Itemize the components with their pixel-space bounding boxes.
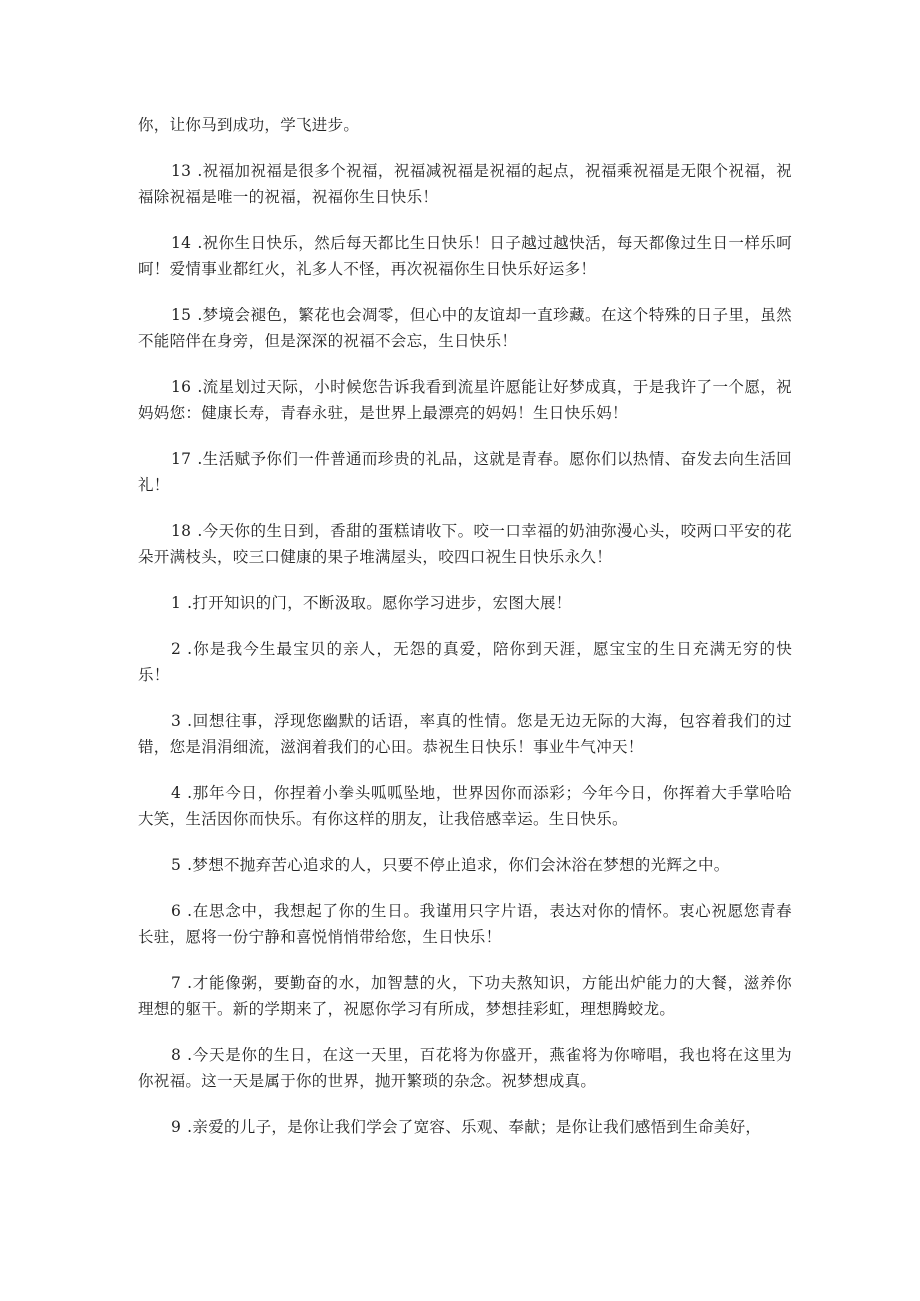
paragraph-number: 7 [171,974,182,992]
numbered-paragraph [138,158,792,210]
paragraph-text: 你，让你马到成功，学飞进步。 [138,116,360,134]
numbered-paragraph [138,708,792,760]
paragraph-number: 8 [171,1046,182,1064]
paragraph-text: .生活赋予你们一件普通而珍贵的礼品，这就是青春。愿你们以热情、奋发去向生活回礼！ [138,450,792,494]
numbered-paragraph [138,1042,792,1094]
numbered-paragraph [138,230,792,282]
paragraph-number: 15 [171,306,192,324]
paragraph-text: .那年今日，你捏着小拳头呱呱坠地，世界因你而添彩；今年今日，你挥着大手掌哈哈大笑，生活因你而快乐。有你这样的朋友，让我倍感幸运。生日快乐。 [138,784,792,828]
paragraph-text: .回想往事，浮现您幽默的话语，率真的性情。您是无边无际的大海，包容着我们的过错，您是涓涓细流，滋润着我们的心田。恭祝生日快乐！事业牛气冲天！ [138,712,792,756]
numbered-paragraph [138,518,792,570]
paragraph-number: 5 [171,856,182,874]
paragraph-number: 4 [171,784,182,802]
paragraph-number: 18 [171,522,192,540]
paragraph-text: .流星划过天际，小时候您告诉我看到流星许愿能让好梦成真，于是我许了一个愿，祝妈妈您：健康长寿，青春永驻，是世界上最漂亮的妈妈！生日快乐妈！ [138,378,792,422]
paragraph-number: 2 [171,640,182,658]
paragraph-number: 14 [171,234,192,252]
numbered-paragraph [138,898,792,950]
numbered-paragraph [138,636,792,688]
paragraph-text: .梦想不抛弃苦心追求的人，只要不停止追求，你们会沐浴在梦想的光辉之中。 [187,856,730,874]
numbered-paragraph [138,446,792,498]
paragraph-text: .梦境会褪色，繁花也会凋零，但心中的友谊却一直珍藏。在这个特殊的日子里，虽然不能陪伴在身旁，但是深深的祝福不会忘，生日快乐！ [138,306,792,350]
numbered-paragraph [138,970,792,1022]
numbered-paragraph [138,590,792,616]
paragraph-text: .才能像粥，要勤奋的水，加智慧的火，下功夫熬知识，方能出炉能力的大餐，滋养你理想的躯干。新的学期来了，祝愿你学习有所成，梦想挂彩虹，理想腾蛟龙。 [138,974,792,1018]
paragraph-number: 13 [171,162,192,180]
paragraph-number: 1 [171,594,182,612]
paragraph-number: 6 [171,902,182,920]
paragraph-text: .在思念中，我想起了你的生日。我谨用只字片语，表达对你的情怀。衷心祝愿您青春长驻，愿将一份宁静和喜悦悄悄带给您，生日快乐！ [138,902,792,946]
paragraph-text: .祝福加祝福是很多个祝福，祝福减祝福是祝福的起点，祝福乘祝福是无限个祝福，祝福除祝福是唯一的祝福，祝福你生日快乐！ [138,162,792,206]
paragraph-number: 9 [171,1118,182,1136]
paragraph-number: 17 [171,450,192,468]
numbered-paragraph [138,302,792,354]
paragraph-text: .打开知识的门，不断汲取。愿你学习进步，宏图大展！ [187,594,572,612]
paragraph-number: 16 [171,378,192,396]
numbered-paragraph [138,374,792,426]
paragraph-text: .今天是你的生日，在这一天里，百花将为你盛开，燕雀将为你啼唱，我也将在这里为你祝福。这一天是属于你的世界，抛开繁琐的杂念。祝梦想成真。 [138,1046,792,1090]
numbered-paragraph [138,852,792,878]
paragraph-number: 3 [171,712,182,730]
paragraph-text: .你是我今生最宝贝的亲人，无怨的真爱，陪你到天涯，愿宝宝的生日充满无穷的快乐！ [138,640,792,684]
numbered-paragraph [138,1114,792,1140]
paragraph-text: .祝你生日快乐，然后每天都比生日快乐！日子越过越快活，每天都像过生日一样乐呵呵！爱情事业都红火，礼多人不怪，再次祝福你生日快乐好运多！ [138,234,792,278]
paragraph-text: .今天你的生日到，香甜的蛋糕请收下。咬一口幸福的奶油弥漫心头，咬两口平安的花朵开满枝头，咬三口健康的果子堆满屋头，咬四口祝生日快乐永久！ [138,522,792,566]
continued-paragraph [138,112,792,138]
paragraph-text: .亲爱的儿子，是你让我们学会了宽容、乐观、奉献；是你让我们感悟到生命美好， [187,1118,762,1136]
document-body [138,112,792,1160]
numbered-paragraph [138,780,792,832]
